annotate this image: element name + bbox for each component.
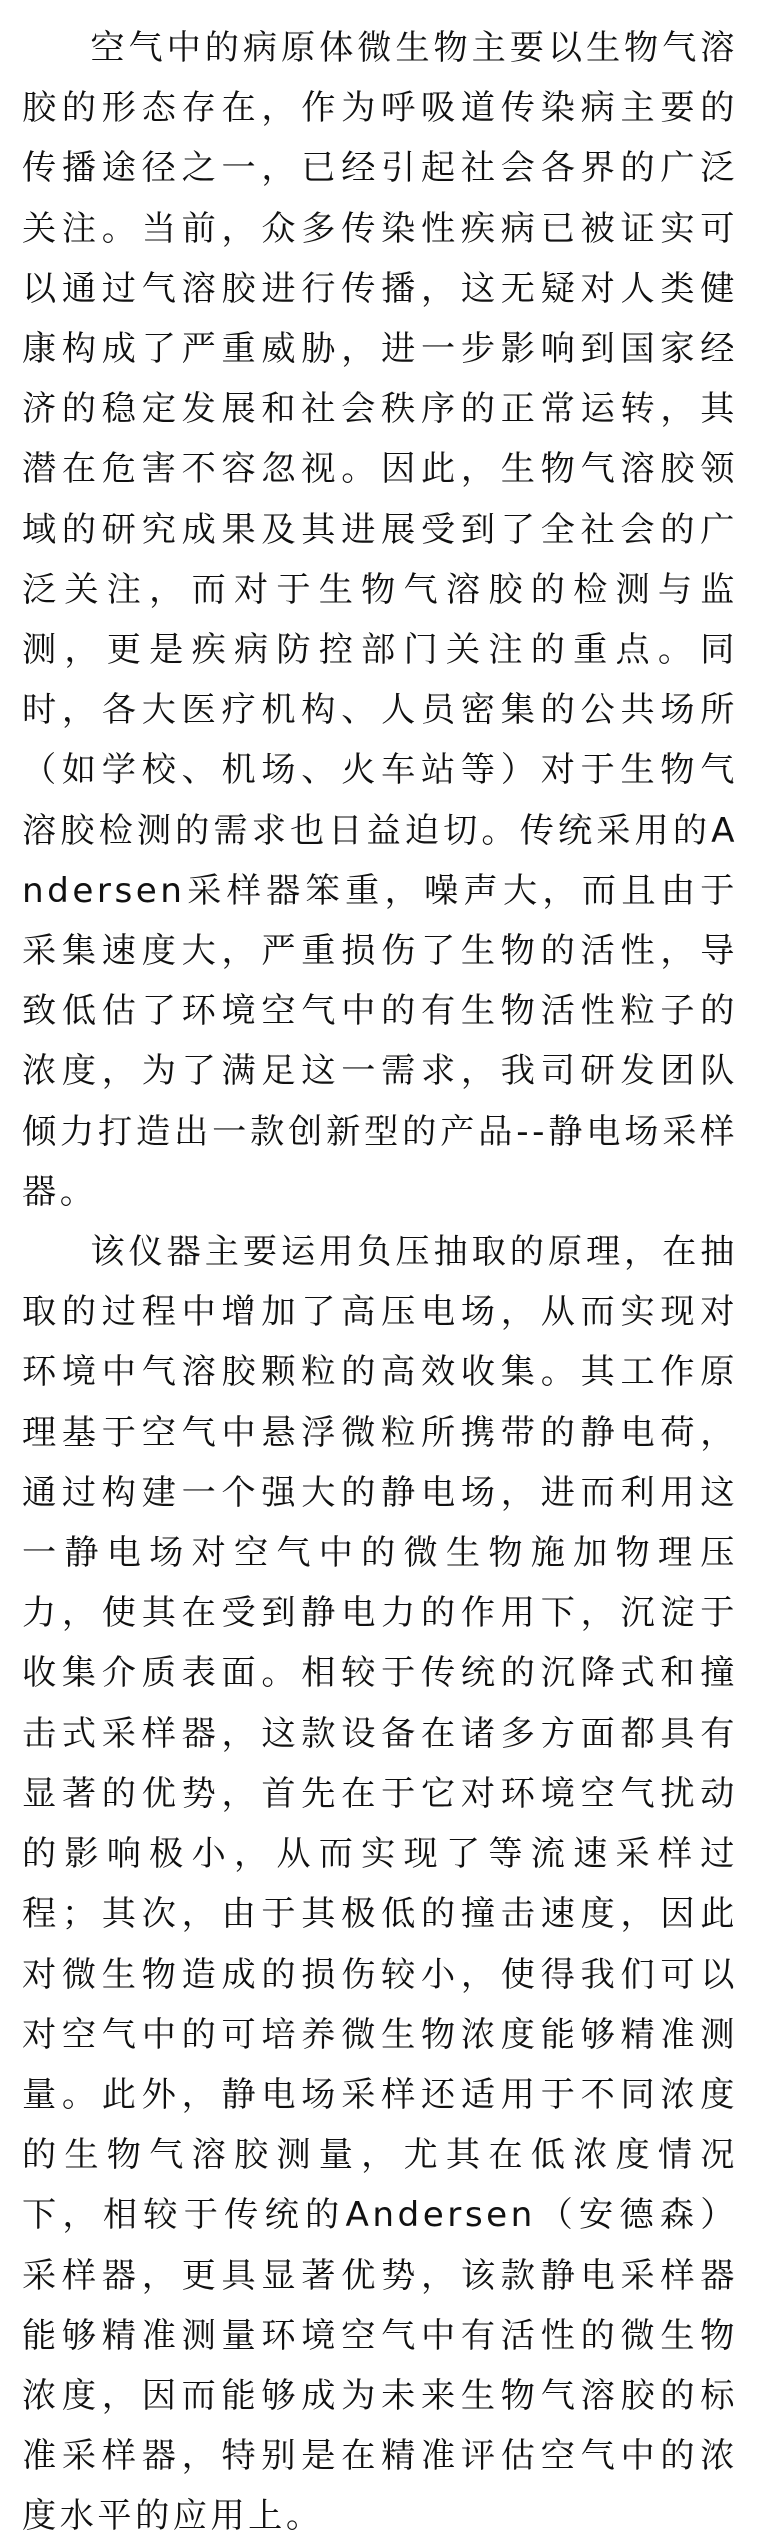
paragraph-bioaerosol-background: 空气中的病原体微生物主要以生物气溶胶的形态存在，作为呼吸道传染病主要的传播途径之一，已经引起社会各界的广泛关注。当前，众多传染性疾病已被证实可以通过气溶胶进行传播，这无疑对人类健康构成了严重威胁，进一步影响到国家经济的稳定发展和社会秩序的正常运转，其潜在危害不容忽视。因此，生物气溶胶领域的研究成果及其进展受到了全社会的广泛关注，而对于生物气溶胶的检测与监测，更是疾病防控部门关注的重点。同时，各大医疗机构、人员密集的公共场所（如学校、机场、火车站等）对于生物气溶胶检测的需求也日益迫切。传统采用的Andersen采样器笨重，噪声大，而且由于采集速度大，严重损伤了生物的活性，导致低估了环境空气中的有生物活性粒子的浓度，为了满足这一需求，我司研发团队倾力打造出一款创新型的产品--静电场采样器。 — [22, 28, 738, 1212]
paragraph-electrostatic-sampler-principle: 该仪器主要运用负压抽取的原理，在抽取的过程中增加了高压电场，从而实现对环境中气溶胶颗粒的高效收集。其工作原理基于空气中悬浮微粒所携带的静电荷，通过构建一个强大的静电场，进而利用这一静电场对空气中的微生物施加物理压力，使其在受到静电力的作用下，沉淀于收集介质表面。相较于传统的沉降式和撞击式采样器，这款设备在诸多方面都具有显著的优势，首先在于它对环境空气扰动的影响极小，从而实现了等流速采样过程；其次，由于其极低的撞击速度，因此对微生物造成的损伤较小，使得我们可以对空气中的可培养微生物浓度能够精准测量。此外，静电场采样还适用于不同浓度的生物气溶胶测量，尤其在低浓度情况下，相较于传统的Andersen（安德森）采样器，更具显著优势，该款静电采样器能够精准测量环境空气中有活性的微生物浓度，因而能够成为未来生物气溶胶的标准采样器，特别是在精准评估空气中的浓度水平的应用上。 — [22, 1232, 738, 2537]
